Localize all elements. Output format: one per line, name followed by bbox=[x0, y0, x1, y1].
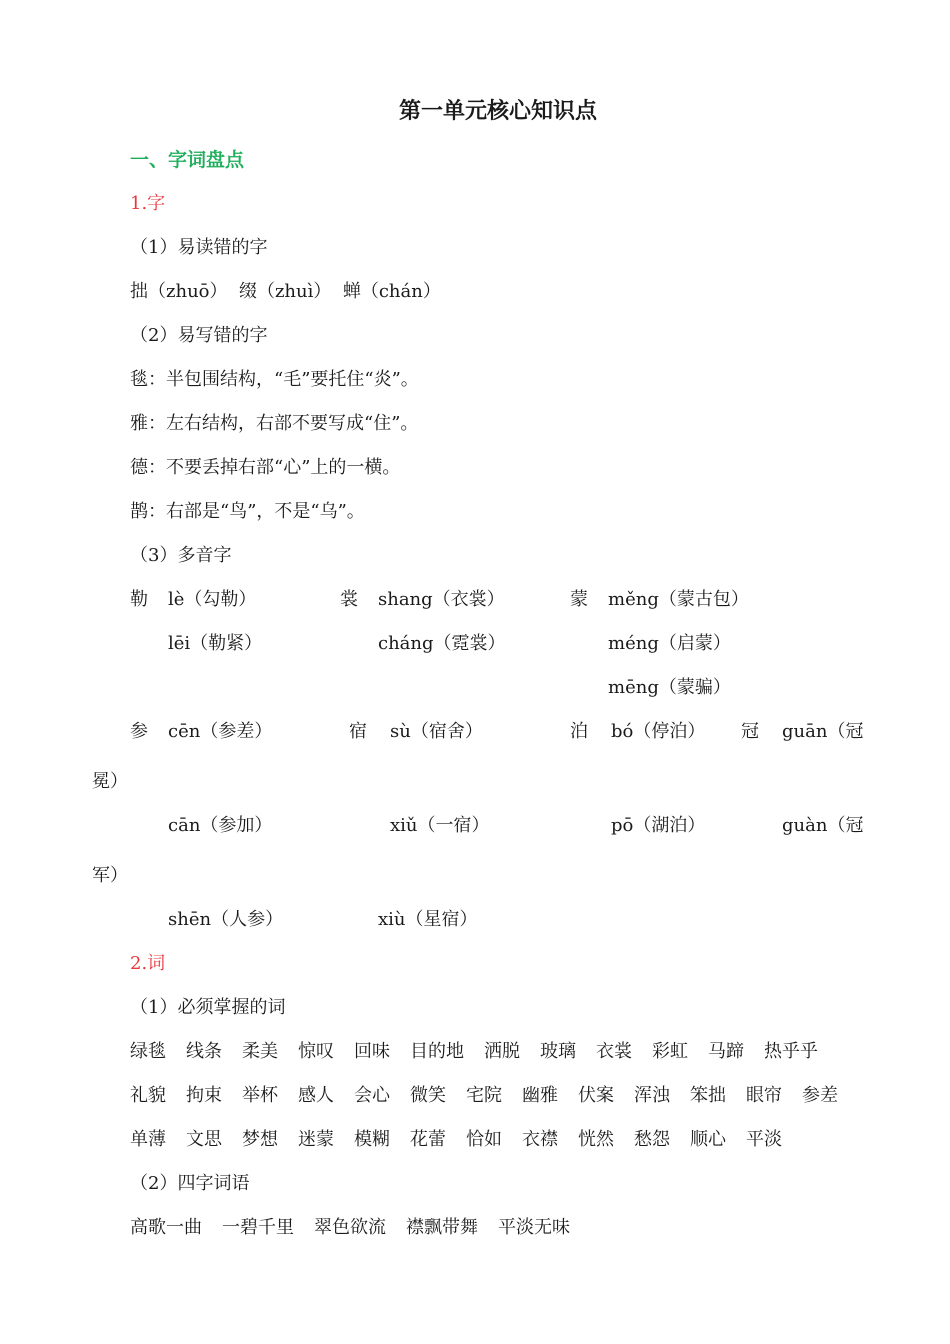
poly-reading: pō（湖泊） bbox=[611, 815, 706, 836]
poly-reading: bó（停泊） bbox=[611, 721, 706, 742]
word-item: 感人 bbox=[298, 1085, 334, 1106]
word-item: 拘束 bbox=[186, 1085, 222, 1106]
word-item: 浑浊 bbox=[634, 1085, 670, 1106]
word-item: 绿毯 bbox=[130, 1041, 166, 1062]
word-item: 彩虹 bbox=[652, 1041, 688, 1062]
word-row-3 bbox=[130, 1131, 802, 1149]
poly-reading: shēn（人参） bbox=[168, 909, 284, 930]
poly-char-bo: 泊 bbox=[570, 721, 588, 742]
miswritten-item: 鹊：右部是“鸟”，不是“乌”。 bbox=[130, 501, 365, 522]
miswritten-item: 德：不要丢掉右部“心”上的一横。 bbox=[130, 457, 401, 478]
poly-reading: cháng（霓裳） bbox=[378, 633, 506, 654]
word-item: 幽雅 bbox=[522, 1085, 558, 1106]
word-item: 顺心 bbox=[690, 1129, 726, 1150]
miswritten-item: 雅：左右结构，右部不要写成“住”。 bbox=[130, 413, 419, 434]
word-item: 模糊 bbox=[354, 1129, 390, 1150]
word-item: 单薄 bbox=[130, 1129, 166, 1150]
page-title: 第一单元核心知识点 bbox=[398, 99, 597, 124]
poly-reading-wrap: 军） bbox=[92, 865, 128, 886]
word-item: 热乎乎 bbox=[764, 1041, 818, 1062]
word-item: 参差 bbox=[802, 1085, 838, 1106]
heading-four-char-words: （2）四字词语 bbox=[130, 1173, 250, 1194]
poly-reading: cēn（参差） bbox=[168, 721, 273, 742]
poly-reading: sù（宿舍） bbox=[390, 721, 483, 742]
word-item: 宅院 bbox=[466, 1085, 502, 1106]
idiom-item: 襟飘带舞 bbox=[406, 1217, 478, 1238]
word-item: 笨拙 bbox=[690, 1085, 726, 1106]
poly-reading: měng（蒙古包） bbox=[608, 589, 749, 610]
word-item: 恰如 bbox=[466, 1129, 502, 1150]
idiom-item: 高歌一曲 bbox=[130, 1217, 202, 1238]
word-item: 衣裳 bbox=[596, 1041, 632, 1062]
four-char-row bbox=[130, 1219, 590, 1237]
word-item: 微笑 bbox=[410, 1085, 446, 1106]
idiom-item: 翠色欲流 bbox=[314, 1217, 386, 1238]
poly-reading: guān（冠 bbox=[782, 721, 864, 742]
word-item: 马蹄 bbox=[708, 1041, 744, 1062]
word-item: 衣襟 bbox=[522, 1129, 558, 1150]
poly-reading: shang（衣裳） bbox=[378, 589, 505, 610]
word-item: 会心 bbox=[354, 1085, 390, 1106]
heading-required-words: （1）必须掌握的词 bbox=[130, 997, 286, 1018]
poly-reading: xiǔ（一宿） bbox=[390, 815, 490, 836]
word-item: 迷蒙 bbox=[298, 1129, 334, 1150]
word-row-2 bbox=[130, 1087, 858, 1105]
word-item: 礼貌 bbox=[130, 1085, 166, 1106]
heading-misread-chars: （1）易读错的字 bbox=[130, 237, 268, 258]
word-item: 惊叹 bbox=[298, 1041, 334, 1062]
word-item: 花蕾 bbox=[410, 1129, 446, 1150]
word-item: 梦想 bbox=[242, 1129, 278, 1150]
heading-miswritten-chars: （2）易写错的字 bbox=[130, 325, 268, 346]
idiom-item: 平淡无味 bbox=[498, 1217, 570, 1238]
misread-chars-line: 拙（zhuō） 缀（zhuì） 蝉（chán） bbox=[130, 281, 441, 302]
word-item: 恍然 bbox=[578, 1129, 614, 1150]
word-item: 举杯 bbox=[242, 1085, 278, 1106]
poly-reading-wrap: 冕） bbox=[92, 771, 128, 792]
word-item: 柔美 bbox=[242, 1041, 278, 1062]
poly-char-su: 宿 bbox=[349, 721, 367, 742]
poly-char-shang: 裳 bbox=[340, 589, 358, 610]
heading-polyphonic-chars: （3）多音字 bbox=[130, 545, 232, 566]
poly-char-can: 参 bbox=[130, 721, 148, 742]
word-item: 愁怨 bbox=[634, 1129, 670, 1150]
word-item: 玻璃 bbox=[540, 1041, 576, 1062]
poly-char-guan: 冠 bbox=[741, 721, 759, 742]
poly-reading: mēng（蒙骗） bbox=[608, 677, 731, 698]
poly-reading: guàn（冠 bbox=[782, 815, 864, 836]
word-item: 眼帘 bbox=[746, 1085, 782, 1106]
section-heading-word-review: 一、字词盘点 bbox=[130, 149, 245, 171]
word-item: 目的地 bbox=[410, 1041, 464, 1062]
word-item: 伏案 bbox=[578, 1085, 614, 1106]
poly-char-le: 勒 bbox=[130, 589, 148, 610]
word-item: 回味 bbox=[354, 1041, 390, 1062]
word-row-1 bbox=[130, 1043, 838, 1061]
poly-char-meng: 蒙 bbox=[570, 589, 588, 610]
subheading-words: 2.词 bbox=[130, 953, 166, 974]
poly-reading: cān（参加） bbox=[168, 815, 273, 836]
poly-reading: lè（勾勒） bbox=[168, 589, 257, 610]
idiom-item: 一碧千里 bbox=[222, 1217, 294, 1238]
miswritten-item: 毯：半包围结构，“毛”要托住“炎”。 bbox=[130, 369, 419, 390]
subheading-characters: 1.字 bbox=[130, 193, 166, 214]
poly-reading: méng（启蒙） bbox=[608, 633, 731, 654]
word-item: 线条 bbox=[186, 1041, 222, 1062]
word-item: 洒脱 bbox=[484, 1041, 520, 1062]
word-item: 平淡 bbox=[746, 1129, 782, 1150]
poly-reading: lēi（勒紧） bbox=[168, 633, 263, 654]
poly-reading: xiù（星宿） bbox=[378, 909, 478, 930]
word-item: 文思 bbox=[186, 1129, 222, 1150]
